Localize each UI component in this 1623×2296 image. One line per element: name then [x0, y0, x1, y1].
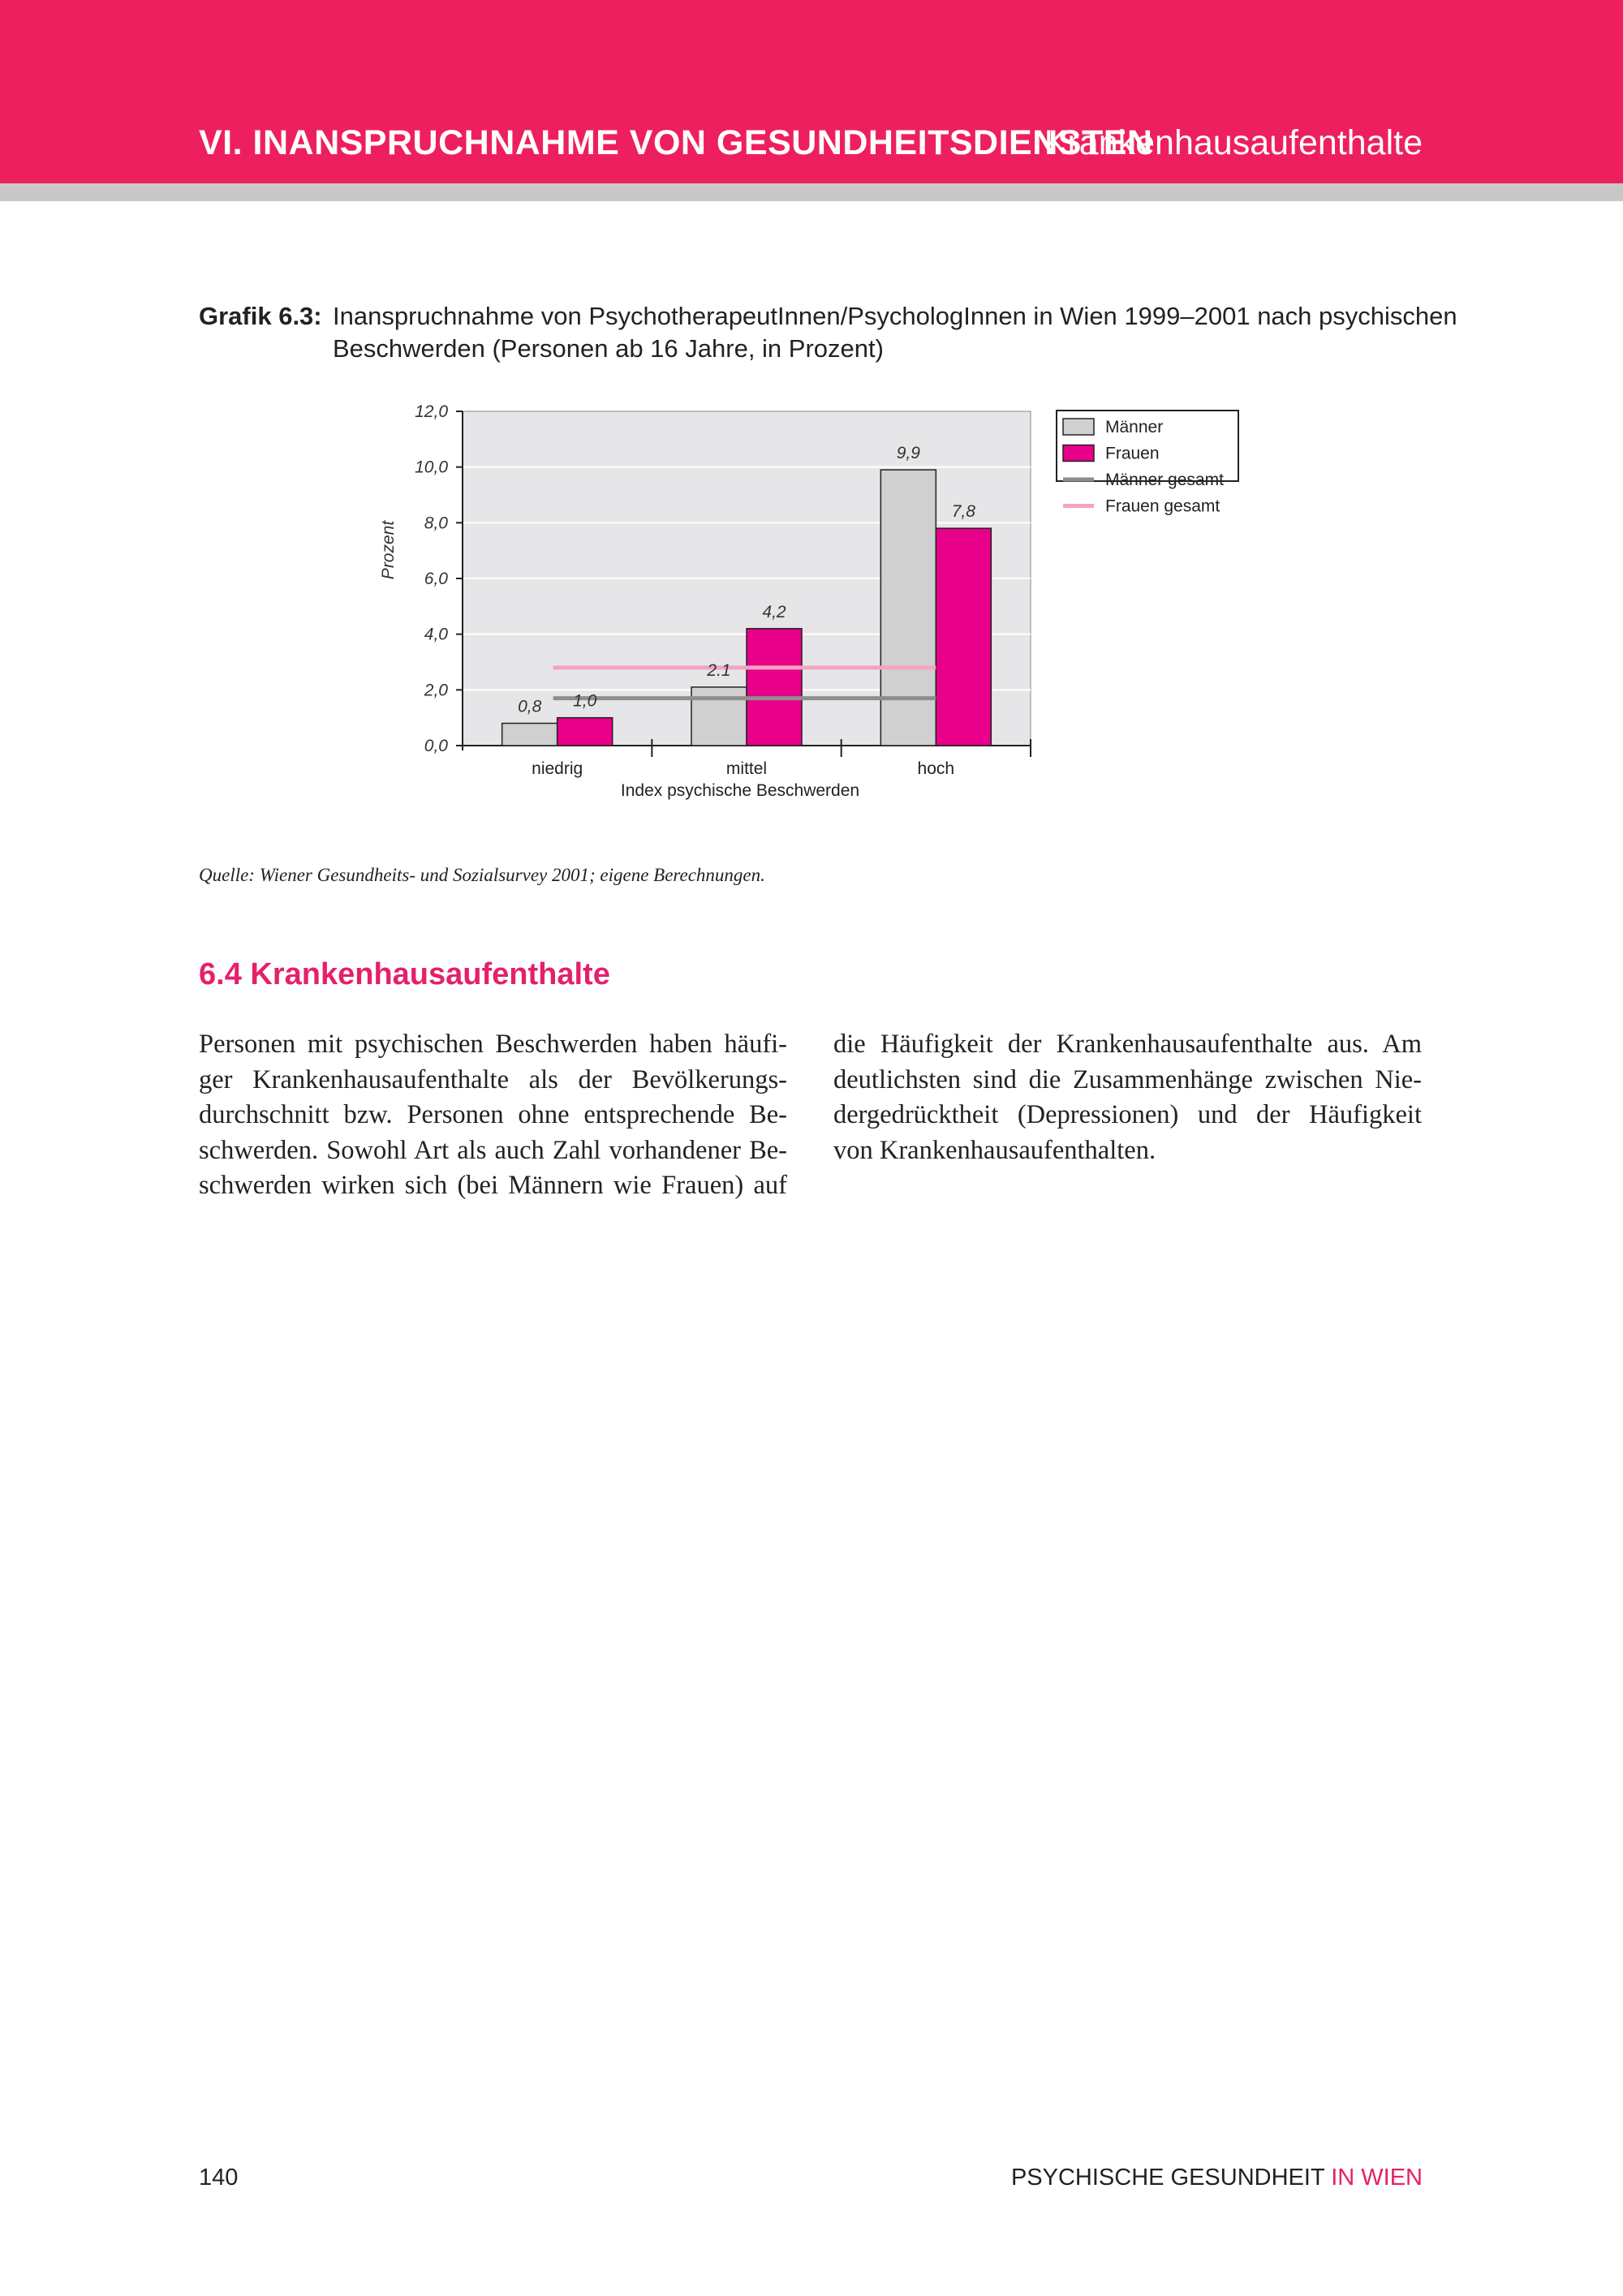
x-tick-label: mittel [725, 759, 768, 778]
y-tick-label: 10,0 [415, 458, 448, 477]
bar-chart [357, 389, 1266, 828]
footer-title-accent: IN WIEN [1331, 2165, 1423, 2191]
figure-label: Grafik 6.3: [199, 302, 322, 330]
body-text-line: von Krankenhausaufenthalten. [833, 1135, 1156, 1165]
body-column-right [833, 1027, 1422, 1168]
data-label: 2.1 [707, 660, 731, 680]
figure-caption-text: Inanspruchnahme von PsychotherapeutInnen/PsychologInnen in Wien 1999–2001 nach psychischen Beschwerden (Personen ab 16 Jahre, in Prozent) [333, 302, 1457, 363]
bar-frauen [936, 528, 991, 746]
data-label: 1,0 [573, 691, 597, 711]
x-tick-label: hoch [917, 759, 955, 778]
page-number: 140 [199, 2165, 239, 2191]
legend-label: Frauen [1105, 444, 1160, 463]
section-heading: 6.4 Krankenhausaufenthalte [199, 957, 610, 991]
chapter-title: VI. INANSPRUCHNAHME VON GESUNDHEITSDIENSTEN [199, 123, 1153, 162]
bar-männer [691, 687, 747, 746]
bar-männer [880, 470, 936, 746]
x-tick-label: niedrig [532, 759, 583, 778]
body-text-line: deutlichsten sind die Zusammenhänge zwischen Nie- [833, 1064, 1422, 1094]
body-text-line: schwerden wirken sich (bei Männern wie Frauen) auf [199, 1171, 787, 1200]
body-text-line: ger Krankenhausaufenthalte als der Bevölkerungs- [199, 1064, 787, 1094]
y-tick-label: 0,0 [424, 737, 448, 755]
bar-männer [502, 724, 558, 746]
body-text-line: durchschnitt bzw. Personen ohne entsprechende Be- [199, 1100, 787, 1129]
legend-swatch [1063, 445, 1094, 462]
body-text-line: die Häufigkeit der Krankenhausaufenthalte aus. Am [833, 1030, 1422, 1059]
body-column-left [199, 1027, 787, 1204]
source-note: Quelle: Wiener Gesundheits- und Sozialsurvey 2001; eigene Berechnungen. [199, 865, 765, 885]
y-tick-label: 4,0 [424, 625, 448, 644]
legend-label: Frauen gesamt [1105, 497, 1220, 516]
running-footer [1011, 2165, 1423, 2191]
body-text-line: schwerden. Sowohl Art als auch Zahl vorhandener Be- [199, 1135, 787, 1165]
y-tick-label: 6,0 [424, 570, 448, 588]
y-tick-label: 8,0 [424, 514, 448, 533]
data-label: 7,8 [951, 502, 975, 522]
data-label: 0,8 [518, 697, 542, 716]
data-label: 9,9 [896, 444, 920, 463]
y-tick-label: 12,0 [415, 402, 448, 421]
y-axis-label: Prozent [379, 520, 398, 580]
body-text-line: Personen mit psychischen Beschwerden haben häufi- [199, 1030, 787, 1059]
legend-label: Männer gesamt [1105, 471, 1224, 489]
header-section-label: Krankenhausaufenthalte [1044, 123, 1423, 162]
legend [1057, 411, 1238, 516]
footer-title: PSYCHISCHE GESUNDHEIT [1010, 2165, 1325, 2191]
x-axis-label: Index psychische Beschwerden [620, 781, 860, 800]
bar-frauen [558, 718, 613, 746]
legend-label: Männer [1105, 418, 1164, 436]
body-text-line: dergedrücktheit (Depressionen) und der Häufigkeit [833, 1100, 1422, 1129]
legend-swatch [1063, 419, 1094, 435]
y-tick-label: 2,0 [424, 681, 448, 700]
data-label: 4,2 [762, 602, 786, 621]
bar-frauen [747, 629, 802, 746]
header-rule [0, 183, 1623, 201]
